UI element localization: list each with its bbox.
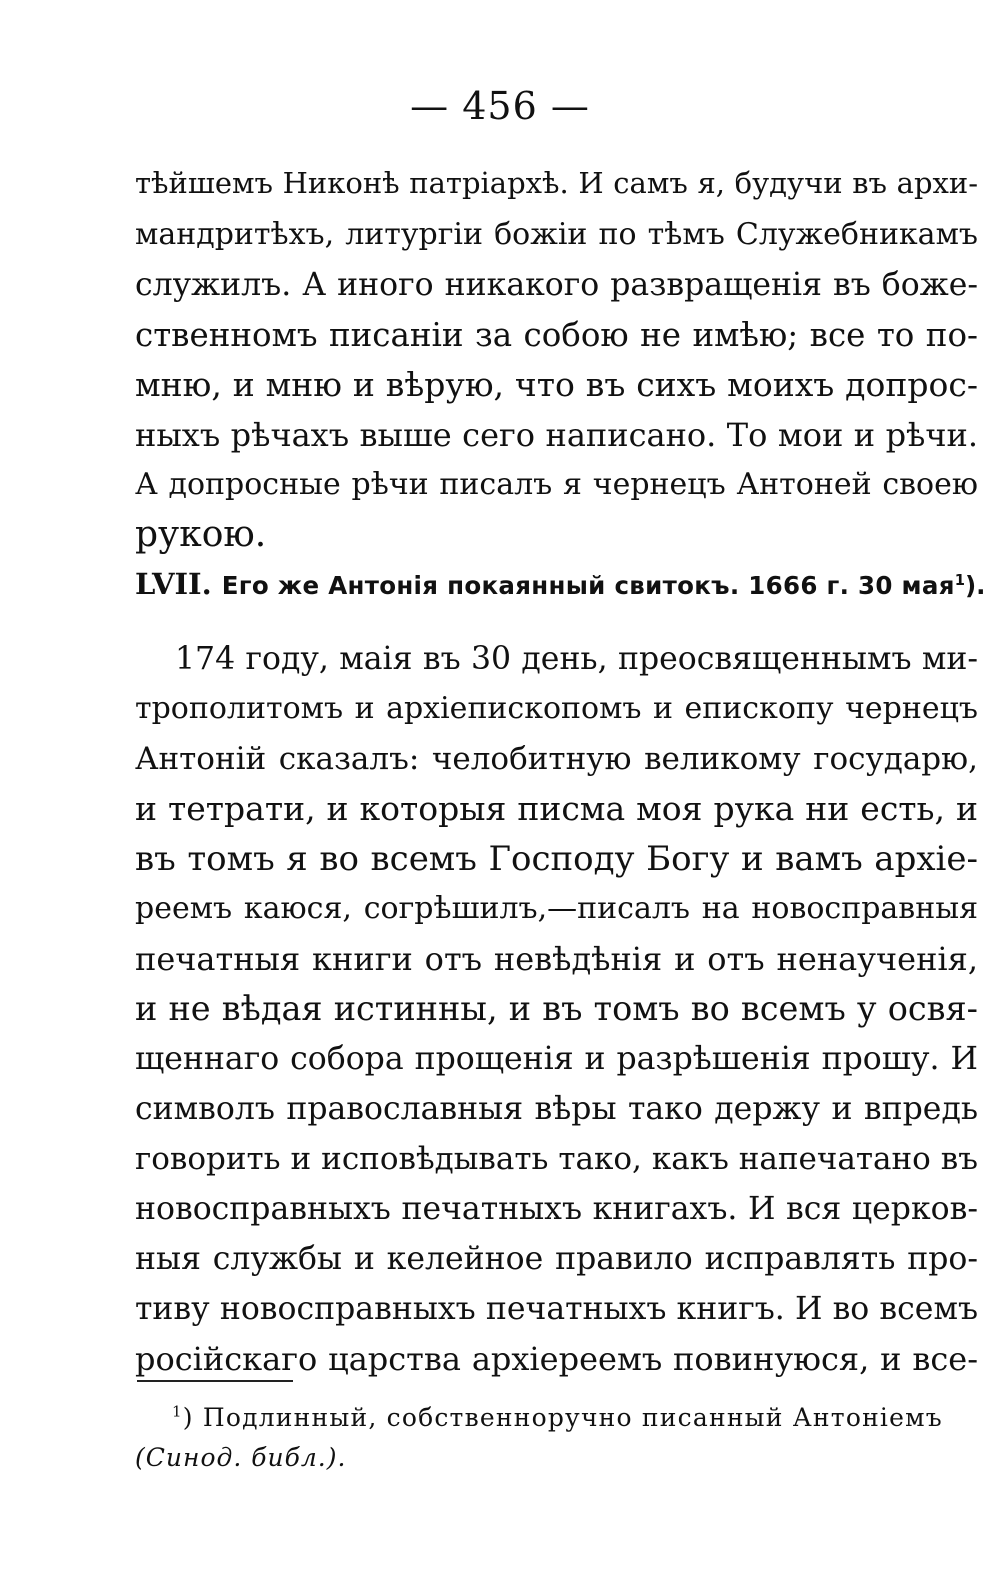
section-title: Его же Антонія покаянный свитокъ. 1666 г. 30 мая bbox=[221, 571, 955, 600]
text-line: символъ православныя вѣры тако держу и впредь bbox=[135, 1091, 978, 1127]
text-line: служилъ. А иного никакого развращенія въ боже- bbox=[135, 267, 978, 303]
footnote-marker: 1 bbox=[172, 1402, 183, 1421]
page-number: — 456 — bbox=[410, 84, 590, 128]
text-line: щеннаго собора прощенія и разрѣшенія прошу. И bbox=[135, 1041, 978, 1077]
text-line: ныя службы и келейное правило исправлять про- bbox=[135, 1241, 978, 1277]
text-line: тиву новосправныхъ печатныхъ книгъ. И во всемъ bbox=[135, 1291, 978, 1327]
footnote-source: (Синод. библ.). bbox=[135, 1443, 347, 1472]
text-line: 174 году, маія въ 30 день, преосвященнымъ ми- bbox=[175, 641, 978, 677]
text-line: рукою. bbox=[135, 514, 267, 555]
footnote-text: Подлинный, собственноручно писанный Антоніемъ bbox=[202, 1403, 943, 1432]
text-line: и не вѣдая истинны, и въ томъ во всемъ у освя- bbox=[135, 989, 978, 1028]
text-line: новосправныхъ печатныхъ книгахъ. И вся церков- bbox=[135, 1191, 978, 1227]
section-heading bbox=[135, 564, 985, 606]
text-line: и тетрати, и которыя писма моя рука ни есть, и bbox=[135, 789, 978, 828]
text-line: реемъ каюся, согрѣшилъ,—писалъ на новосправныя bbox=[135, 891, 978, 926]
text-line: російскаго царства архіереемъ повинуюся, и все- bbox=[135, 1340, 978, 1378]
footnote-marker-close: ) bbox=[182, 1403, 194, 1432]
text-line: тѣйшемъ Никонѣ патріархѣ. И самъ я, будучи въ архи- bbox=[135, 166, 978, 200]
text-line: мню, и мню и вѣрую, что въ сихъ моихъ допрос- bbox=[135, 365, 978, 404]
section-title-closing: ). bbox=[964, 571, 986, 600]
text-line: ственномъ писаніи за собою не имѣю; все то по- bbox=[135, 316, 978, 354]
text-line: говорить и исповѣдывать тако, какъ напечатано въ bbox=[135, 1141, 978, 1177]
footnote-reference: 1 bbox=[954, 571, 965, 589]
text-line: мандритѣхъ, литургіи божіи по тѣмъ Служебникамъ bbox=[135, 217, 978, 252]
text-line: Антоній сказалъ: челобитную великому государю, bbox=[135, 741, 978, 777]
text-line: въ томъ я во всемъ Господу Богу и вамъ архіе- bbox=[135, 839, 978, 879]
text-line: А допросные рѣчи писалъ я чернецъ Антоней своею bbox=[135, 467, 978, 502]
footnote-separator bbox=[137, 1380, 293, 1382]
text-line: печатныя книги отъ невѣдѣнія и отъ ненаученія, bbox=[135, 940, 978, 978]
text-line: трополитомъ и архіепископомъ и епископу чернецъ bbox=[135, 691, 978, 726]
text-line: ныхъ рѣчахъ выше сего написано. То мои и рѣчи. bbox=[135, 416, 978, 454]
footnote bbox=[172, 1400, 978, 1436]
section-number: LVII. bbox=[135, 567, 212, 601]
